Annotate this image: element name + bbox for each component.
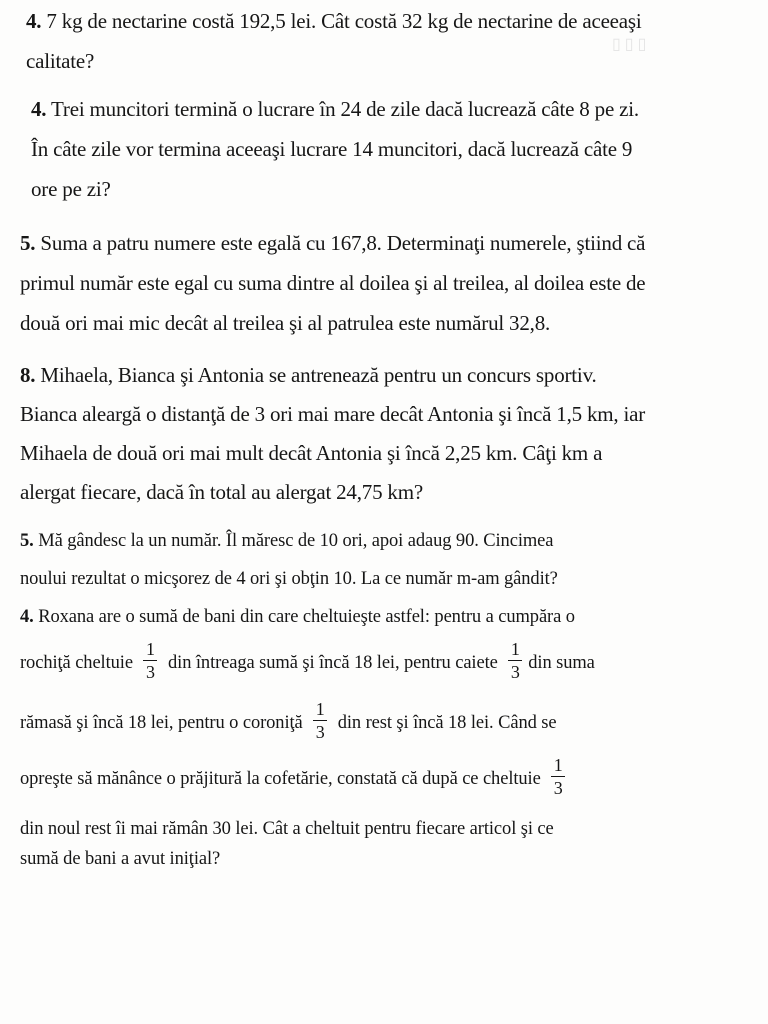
fraction-denominator: 3 <box>510 662 520 682</box>
problem-line <box>20 816 554 842</box>
problem-line <box>26 8 738 34</box>
problem-text: Bianca aleargă o distanţă de 3 ori mai mare decât Antonia şi încă 1,5 km, iar <box>20 402 646 426</box>
problem-text: primul număr este egal cu suma dintre al doilea şi al treilea, al doilea este de <box>20 271 646 295</box>
fraction-one-third <box>313 699 327 742</box>
problem-text: din noul rest îi mai rămân 30 lei. Cât a cheltuit pentru fiecare articol şi ce <box>20 819 554 839</box>
problem-text: rămasă şi încă 18 lei, pentru o coroniţă <box>20 712 303 733</box>
problem-line <box>20 440 602 466</box>
problem-number: 4. <box>26 9 42 33</box>
fraction-numerator: 1 <box>146 639 155 659</box>
problem-line <box>20 566 558 592</box>
problem-text: În câte zile vor termina aceeaşi lucrare 14 muncitori, dacă lucrează câte 9 <box>31 137 633 161</box>
problem-line <box>20 755 571 801</box>
problem-line <box>20 310 550 336</box>
problem-line <box>26 48 94 74</box>
problem-line <box>31 136 632 162</box>
problem-number: 4. <box>31 97 47 121</box>
problem-text: Mă gândesc la un număr. Îl măresc de 10 ori, apoi adaug 90. Cincimea <box>38 531 554 551</box>
problem-line <box>20 846 220 872</box>
problem-text: Mihaela de două ori mai mult decât Antonia şi încă 2,25 km. Câţi km a <box>20 441 603 465</box>
problem-text: sumă de bani a avut iniţial? <box>20 849 221 869</box>
problem-number: 5. <box>20 231 36 255</box>
fraction-numerator: 1 <box>510 639 520 659</box>
problem-text: alergat fiecare, dacă în total au alergat 24,75 km? <box>20 480 423 504</box>
problem-line <box>20 479 423 505</box>
problem-text: din întreaga sumă şi încă 18 lei, pentru caiete <box>168 652 498 673</box>
problem-text: noului rezultat o micşorez de 4 ori şi obţin 10. La ce număr m-am gândit? <box>20 569 558 589</box>
fraction-one-third <box>508 639 522 682</box>
problem-text: Roxana are o sumă de bani din care cheltuieşte astfel: pentru a cumpăra o <box>38 607 575 627</box>
fraction-bar <box>508 660 522 661</box>
problem-line <box>20 230 645 256</box>
problem-line <box>31 176 111 202</box>
problem-line <box>31 96 639 122</box>
problem-text: Mihaela, Bianca şi Antonia se antrenează pentru un concurs sportiv. <box>40 363 597 387</box>
fraction-bar <box>551 776 565 777</box>
problem-text: ore pe zi? <box>31 177 111 201</box>
problem-text: Suma a patru numere este egală cu 167,8. Determinaţi numerele, ştiind că <box>40 231 646 255</box>
fraction-numerator: 1 <box>315 699 325 719</box>
problem-line <box>20 639 595 685</box>
problem-number: 4. <box>20 607 34 627</box>
problem-text: din rest şi încă 18 lei. Când se <box>337 712 557 733</box>
problem-line <box>20 528 553 554</box>
problem-line <box>20 401 645 427</box>
fraction-denominator: 3 <box>315 722 325 742</box>
fraction-denominator: 3 <box>553 778 563 798</box>
fraction-one-third <box>143 639 157 682</box>
problem-number: 5. <box>20 531 34 551</box>
fraction-bar <box>143 660 157 661</box>
problem-text: din suma <box>528 652 595 673</box>
problem-text: opreşte să mănânce o prăjitură la cofetărie, constată că după ce cheltuie <box>20 768 541 789</box>
problem-text: rochiţă cheltuie <box>20 652 133 673</box>
fraction-numerator: 1 <box>553 755 563 775</box>
problem-line <box>20 604 575 630</box>
problem-text: Trei muncitori termină o lucrare în 24 de zile dacă lucrează câte 8 pe zi. <box>51 97 639 121</box>
bleed-through-mark: ▯ ▯ ▯ <box>612 36 647 53</box>
problem-text: 7 kg de nectarine costă 192,5 lei. Cât costă 32 kg de nectarine de aceeaşi <box>46 9 642 33</box>
problem-line <box>20 699 557 745</box>
problem-text: două ori mai mic decât al treilea şi al patrulea este numărul 32,8. <box>20 311 551 335</box>
fraction-one-third <box>551 755 565 798</box>
problem-number: 8. <box>20 363 36 387</box>
problem-text: calitate? <box>26 49 95 73</box>
fraction-bar <box>313 720 327 721</box>
problem-line <box>20 270 645 296</box>
fraction-denominator: 3 <box>146 662 155 682</box>
problem-line <box>20 362 597 388</box>
